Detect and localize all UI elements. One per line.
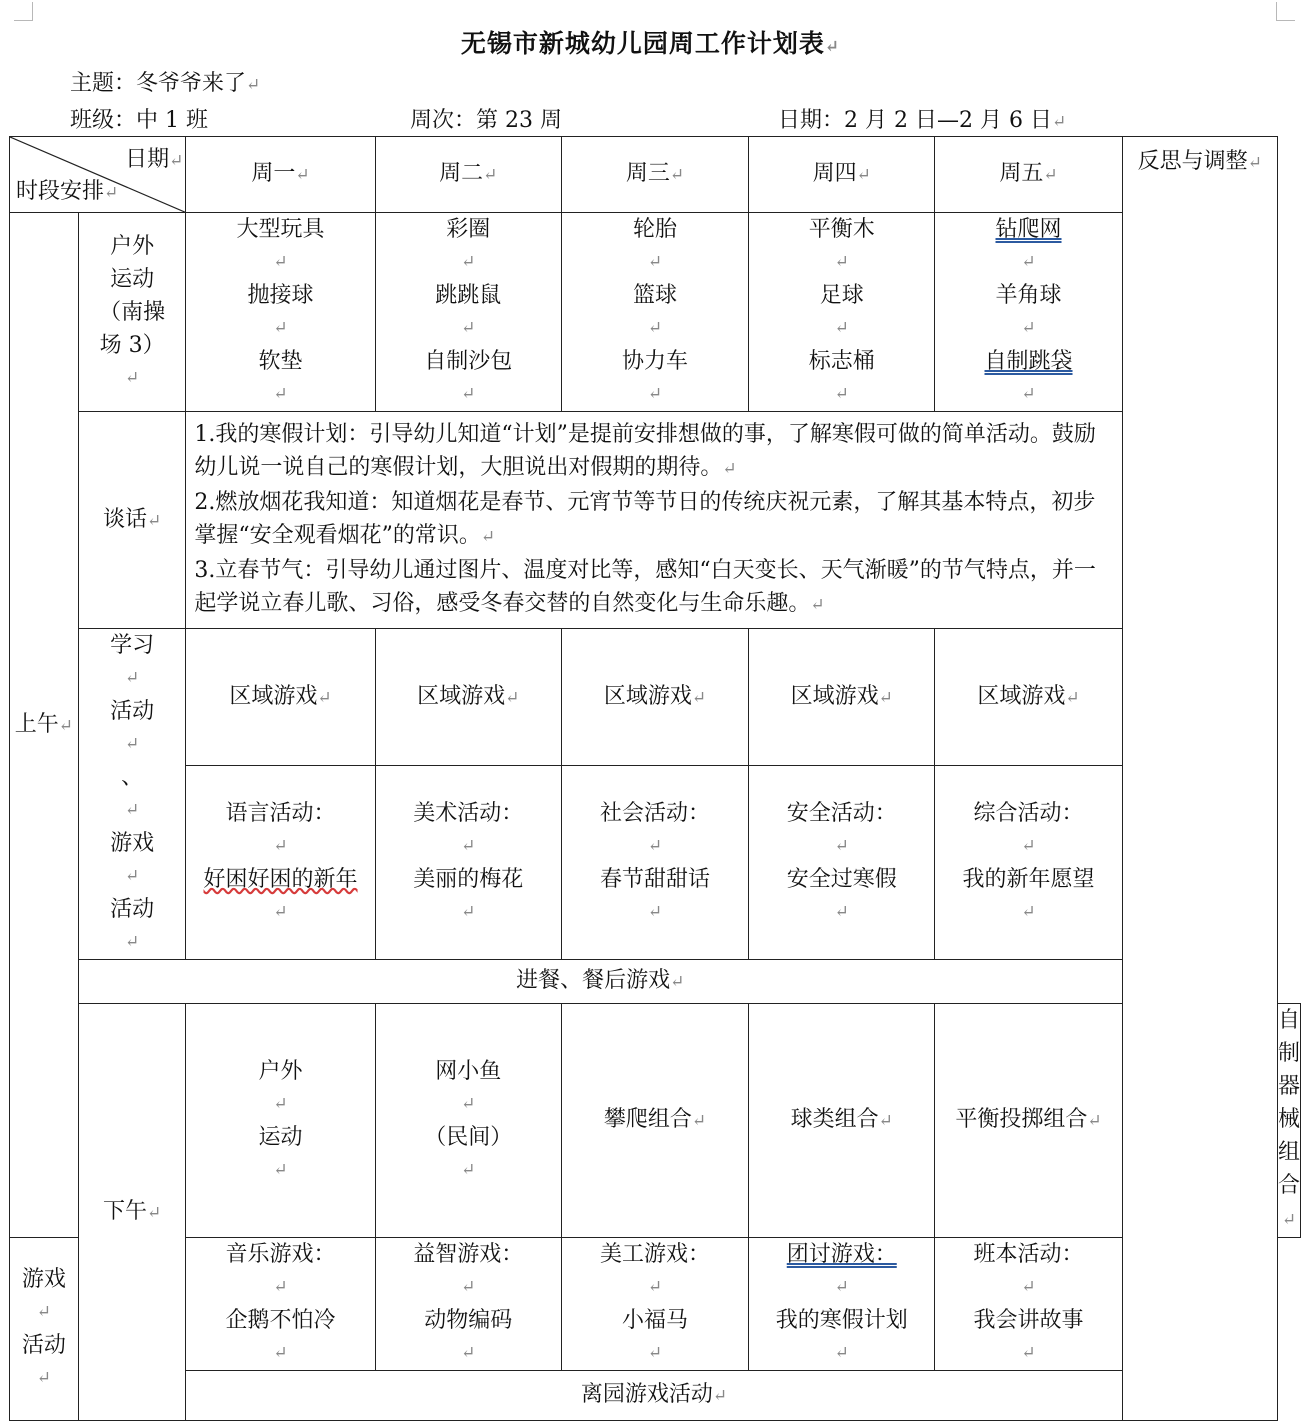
date-text: 日期：2 月 2 日—2 月 6 日: [778, 108, 1052, 133]
talk-item-1: 1.我的寒假计划：引导幼儿知道“计划”是提前安排想做的事，了解寒假可做的简单活动。鼓励幼儿说一说自己的寒假计划，大胆说出对假期的期待。↵: [194, 422, 1096, 480]
outdoor-fri: 钻爬网 ↵ 羊角球 ↵ 自制跳袋 ↵: [935, 213, 1122, 412]
pm-outdoor-fri: 自制器械组合↵: [1277, 1004, 1300, 1238]
talk-content: [186, 412, 1122, 629]
pm-game-wed: 美工游戏： ↵ 小福马 ↵: [561, 1238, 748, 1371]
session-morning: 上午↵: [10, 213, 79, 1238]
learning-label: 学习 ↵ 活动 ↵ 、 ↵ 游戏 ↵ 活动 ↵: [78, 629, 186, 960]
corner-period-label: 时段安排↵: [16, 179, 119, 204]
activity-fri: 综合活动： ↵ 我的新年愿望 ↵: [935, 766, 1122, 960]
date-info: 日期：2 月 2 日—2 月 6 日↵: [778, 108, 1067, 133]
pm-game-fri: 班本活动： ↵ 我会讲故事 ↵: [935, 1238, 1122, 1371]
day-header-fri: 周五↵: [935, 137, 1122, 213]
activity-thu: 安全活动： ↵ 安全过寒假 ↵: [749, 766, 935, 960]
outdoor-thu: 平衡木 ↵ 足球 ↵ 标志桶 ↵: [749, 213, 935, 412]
corner-date-label: 日期↵: [125, 147, 184, 172]
meal-cell: 进餐、餐后游戏↵: [78, 960, 1122, 1004]
activity-mon: 语言活动： ↵ 好困好困的新年 ↵: [186, 766, 375, 960]
week-text: 周次：第 23 周: [410, 108, 562, 133]
area-games-row: [10, 629, 1301, 766]
talk-item-2: 2.燃放烟花我知道：知道烟花是春节、元宵节等节日的传统庆祝元素，了解其基本特点，初步掌握“安全观看烟花”的常识。↵: [194, 490, 1096, 548]
document-title: 无锡市新城幼儿园周工作计划表↵: [460, 29, 841, 58]
outdoor-mon: 大型玩具 ↵ 抛接球 ↵ 软垫 ↵: [186, 213, 375, 412]
theme-line: 主题：冬爷爷来了↵: [70, 71, 261, 96]
header-row: [10, 137, 1301, 213]
talk-label: 谈话↵: [78, 412, 186, 629]
pm-game-mon: 音乐游戏： ↵ 企鹅不怕冷 ↵: [186, 1238, 375, 1371]
meal-row: [10, 960, 1301, 1004]
morning-outdoor-label: 户外 运动 （南操 场 3） ↵: [78, 213, 186, 412]
reflection-column: 反思与调整↵: [1122, 137, 1277, 1421]
session-afternoon: 下午↵: [78, 1004, 186, 1421]
class-text: 班级：中 1 班: [70, 108, 208, 133]
area-game-fri: 区域游戏↵: [935, 629, 1122, 766]
talk-item-3: 3.立春节气：引导幼儿通过图片、温度对比等，感知“白天变长、天气渐暖”的节气特点，并一起学说立春儿歌、习俗，感受冬春交替的自然变化与生命乐趣。↵: [194, 558, 1096, 616]
learning-activities-row: [10, 766, 1301, 960]
activity-tue: 美术活动： ↵ 美丽的梅花 ↵: [375, 766, 561, 960]
day-header-mon: 周一↵: [186, 137, 375, 213]
activity-wed: 社会活动： ↵ 春节甜甜话 ↵: [561, 766, 748, 960]
corner-diagonal-cell: [10, 137, 186, 213]
page-corner-mark-right: [1276, 2, 1295, 21]
day-header-tue: 周二↵: [375, 137, 561, 213]
area-game-mon: 区域游戏↵: [186, 629, 375, 766]
leave-cell: 离园游戏活动↵: [186, 1371, 1122, 1421]
afternoon-outdoor-label: 户外 ↵ 运动 ↵: [186, 1004, 375, 1238]
pm-game-tue: 益智游戏： ↵ 动物编码 ↵: [375, 1238, 561, 1371]
day-header-wed: 周三↵: [561, 137, 748, 213]
title-text: 无锡市新城幼儿园周工作计划表: [460, 29, 825, 58]
morning-outdoor-row: [10, 213, 1301, 412]
area-game-thu: 区域游戏↵: [749, 629, 935, 766]
morning-talk-row: [10, 412, 1301, 629]
day-header-thu: 周四↵: [749, 137, 935, 213]
pm-outdoor-thu: 平衡投掷组合↵: [935, 1004, 1122, 1238]
weekly-plan-table: [9, 136, 1301, 1421]
pm-outdoor-tue: 攀爬组合↵: [561, 1004, 748, 1238]
afternoon-games-row: [10, 1238, 1301, 1371]
page-corner-mark-left: [14, 2, 33, 21]
afternoon-outdoor-row: [10, 1004, 1301, 1238]
theme-text: 主题：冬爷爷来了: [70, 71, 247, 96]
outdoor-wed: 轮胎 ↵ 篮球 ↵ 协力车 ↵: [561, 213, 748, 412]
afternoon-games-label: 游戏 ↵ 活动 ↵: [10, 1238, 79, 1421]
area-game-tue: 区域游戏↵: [375, 629, 561, 766]
outdoor-tue: 彩圈 ↵ 跳跳鼠 ↵ 自制沙包 ↵: [375, 213, 561, 412]
pm-outdoor-mon: 网小鱼 ↵ （民间） ↵: [375, 1004, 561, 1238]
week-info: [410, 103, 562, 134]
class-info: [70, 103, 208, 134]
leave-row: [10, 1371, 1301, 1421]
pm-outdoor-wed: 球类组合↵: [749, 1004, 935, 1238]
area-game-wed: 区域游戏↵: [561, 629, 748, 766]
pm-game-thu: 团讨游戏： ↵ 我的寒假计划 ↵: [749, 1238, 935, 1371]
